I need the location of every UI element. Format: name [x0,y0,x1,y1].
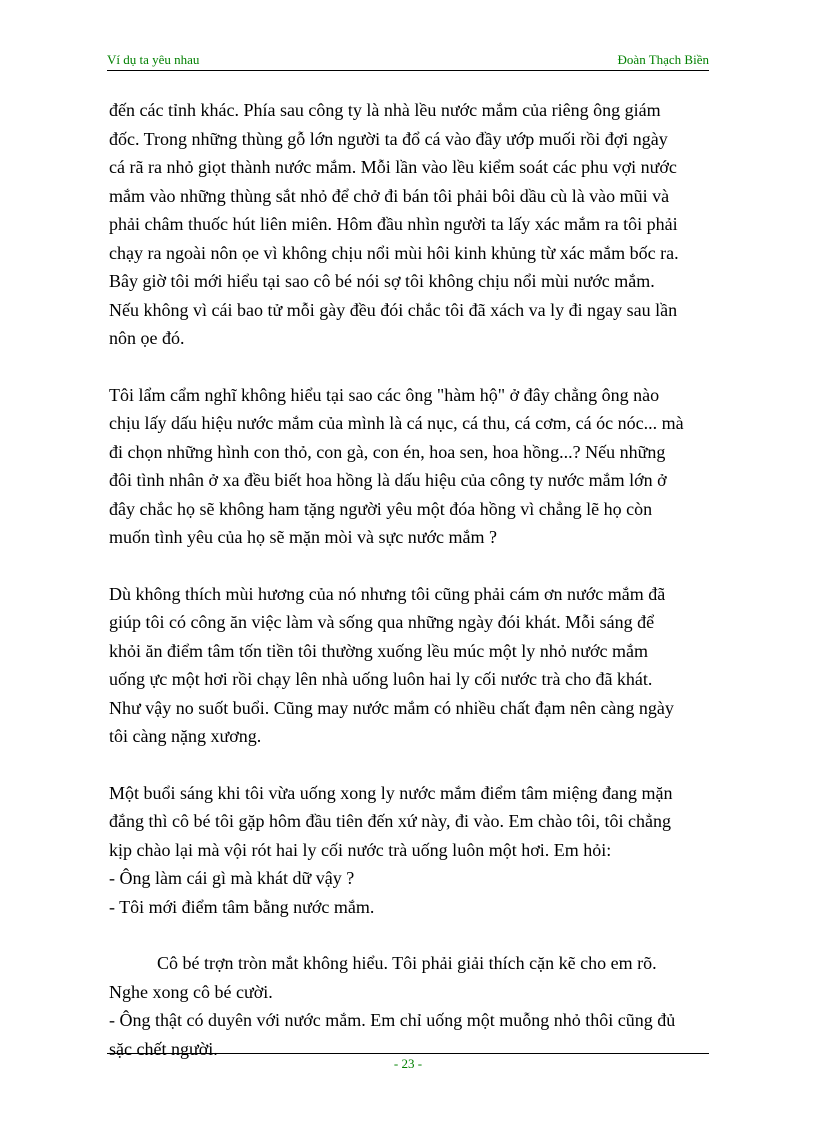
text-line: mắm vào những thùng sắt nhỏ để chở đi bán tôi phải bôi dầu cù là vào mũi và [109,185,670,206]
text-line: Một buổi sáng khi tôi vừa uống xong ly nước mắm điểm tâm miệng đang mặn [109,782,673,803]
text-line: uống ực một hơi rồi chạy lên nhà uống luôn hai ly cối nước trà cho đã khát. [109,669,653,689]
paragraph-4 [109,779,711,922]
text-line: cá rã ra nhỏ giọt thành nước mắm. Mỗi lần vào lều kiểm soát các phu vợi nước [109,157,677,177]
dialogue-line: - Ông thật có duyên với nước mắm. Em chỉ uống một muỗng nhỏ thôi cũng đủ [109,1010,676,1030]
header-book-title: Ví dụ ta yêu nhau [107,52,200,67]
text-line: đôi tình nhân ở xa đều biết hoa hồng là dấu hiệu của công ty nước mắm lớn ở [109,470,667,490]
text-line: kịp chào lại mà vội rót hai ly cối nước trà uống luôn một hơi. Em hỏi: [109,839,612,860]
text-line: nôn ọe đó. [109,328,185,348]
text-line: Nếu không vì cái bao tử mỗi gày đều đói chắc tôi đã xách va ly đi ngay sau lần [109,299,678,320]
text-line: phải châm thuốc hút liên miên. Hôm đầu nhìn người ta lấy xác mắm ra tôi phải [109,214,678,234]
text-line: Như vậy no suốt buổi. Cũng may nước mắm có nhiều chất đạm nên càng ngày [109,697,674,718]
text-line: tôi càng nặng xương. [109,726,262,746]
text-line: Nghe xong cô bé cười. [109,981,273,1002]
paragraph-2 [109,381,711,552]
text-line: khỏi ăn điểm tâm tốn tiền tôi thường xuống lều múc một ly nhỏ nước mắm [109,640,648,661]
text-line: chịu lấy dấu hiệu nước mắm của mình là cá nục, cá thu, cá cơm, cá óc nóc... mà [109,413,684,433]
paragraph-3 [109,580,711,751]
text-line: đắng thì cô bé tôi gặp hôm đầu tiên đến xứ này, đi vào. Em chào tôi, tôi chẳng [109,811,671,831]
text-line: đây chắc họ sẽ không ham tặng người yêu một đóa hồng vì chẳng lẽ họ còn [109,498,653,519]
text-line: Tôi lẩm cẩm nghĩ không hiểu tại sao các ông "hàm hộ" ở đây chẳng ông nào [109,384,660,405]
page-number: - 23 - [393,1056,423,1071]
footer-divider [107,1053,709,1054]
text-line: đến các tỉnh khác. Phía sau công ty là nhà lều nước mắm của riêng ông giám [109,100,661,120]
text-line: sặc chết người. [109,1038,218,1059]
text-line: Bây giờ tôi mới hiểu tại sao cô bé nói sợ tôi không chịu nổi mùi nước mắm. [109,271,655,291]
page-header [107,50,709,71]
text-line: giúp tôi có công ăn việc làm và sống qua những ngày đói khát. Mỗi sáng để [109,612,655,632]
dialogue-line: - Tôi mới điểm tâm bằng nước mắm. [109,896,375,917]
text-line: chạy ra ngoài nôn ọe vì không chịu nổi mùi hôi kinh khủng từ xác mắm bốc ra. [109,242,679,263]
dialogue-line: - Ông làm cái gì mà khát dữ vậy ? [109,868,355,888]
text-line: muốn tình yêu của họ sẽ mặn mòi và sực nước mắm ? [109,527,497,547]
header-author: Đoàn Thạch Biền [617,52,709,67]
text-line: Cô bé trợn tròn mắt không hiểu. Tôi phải giải thích cặn kẽ cho em rõ. [157,953,657,973]
text-line: đốc. Trong những thùng gỗ lớn người ta đổ cá vào đầy ướp muối rồi đợi ngày [109,128,668,149]
paragraph-1 [109,96,711,353]
page-body [109,96,711,1063]
text-line: đi chọn những hình con thỏ, con gà, con én, hoa sen, hoa hồng...? Nếu những [109,441,666,462]
text-line: Dù không thích mùi hương của nó nhưng tôi cũng phải cám ơn nước mắm đã [109,583,666,604]
paragraph-5 [109,949,711,1063]
